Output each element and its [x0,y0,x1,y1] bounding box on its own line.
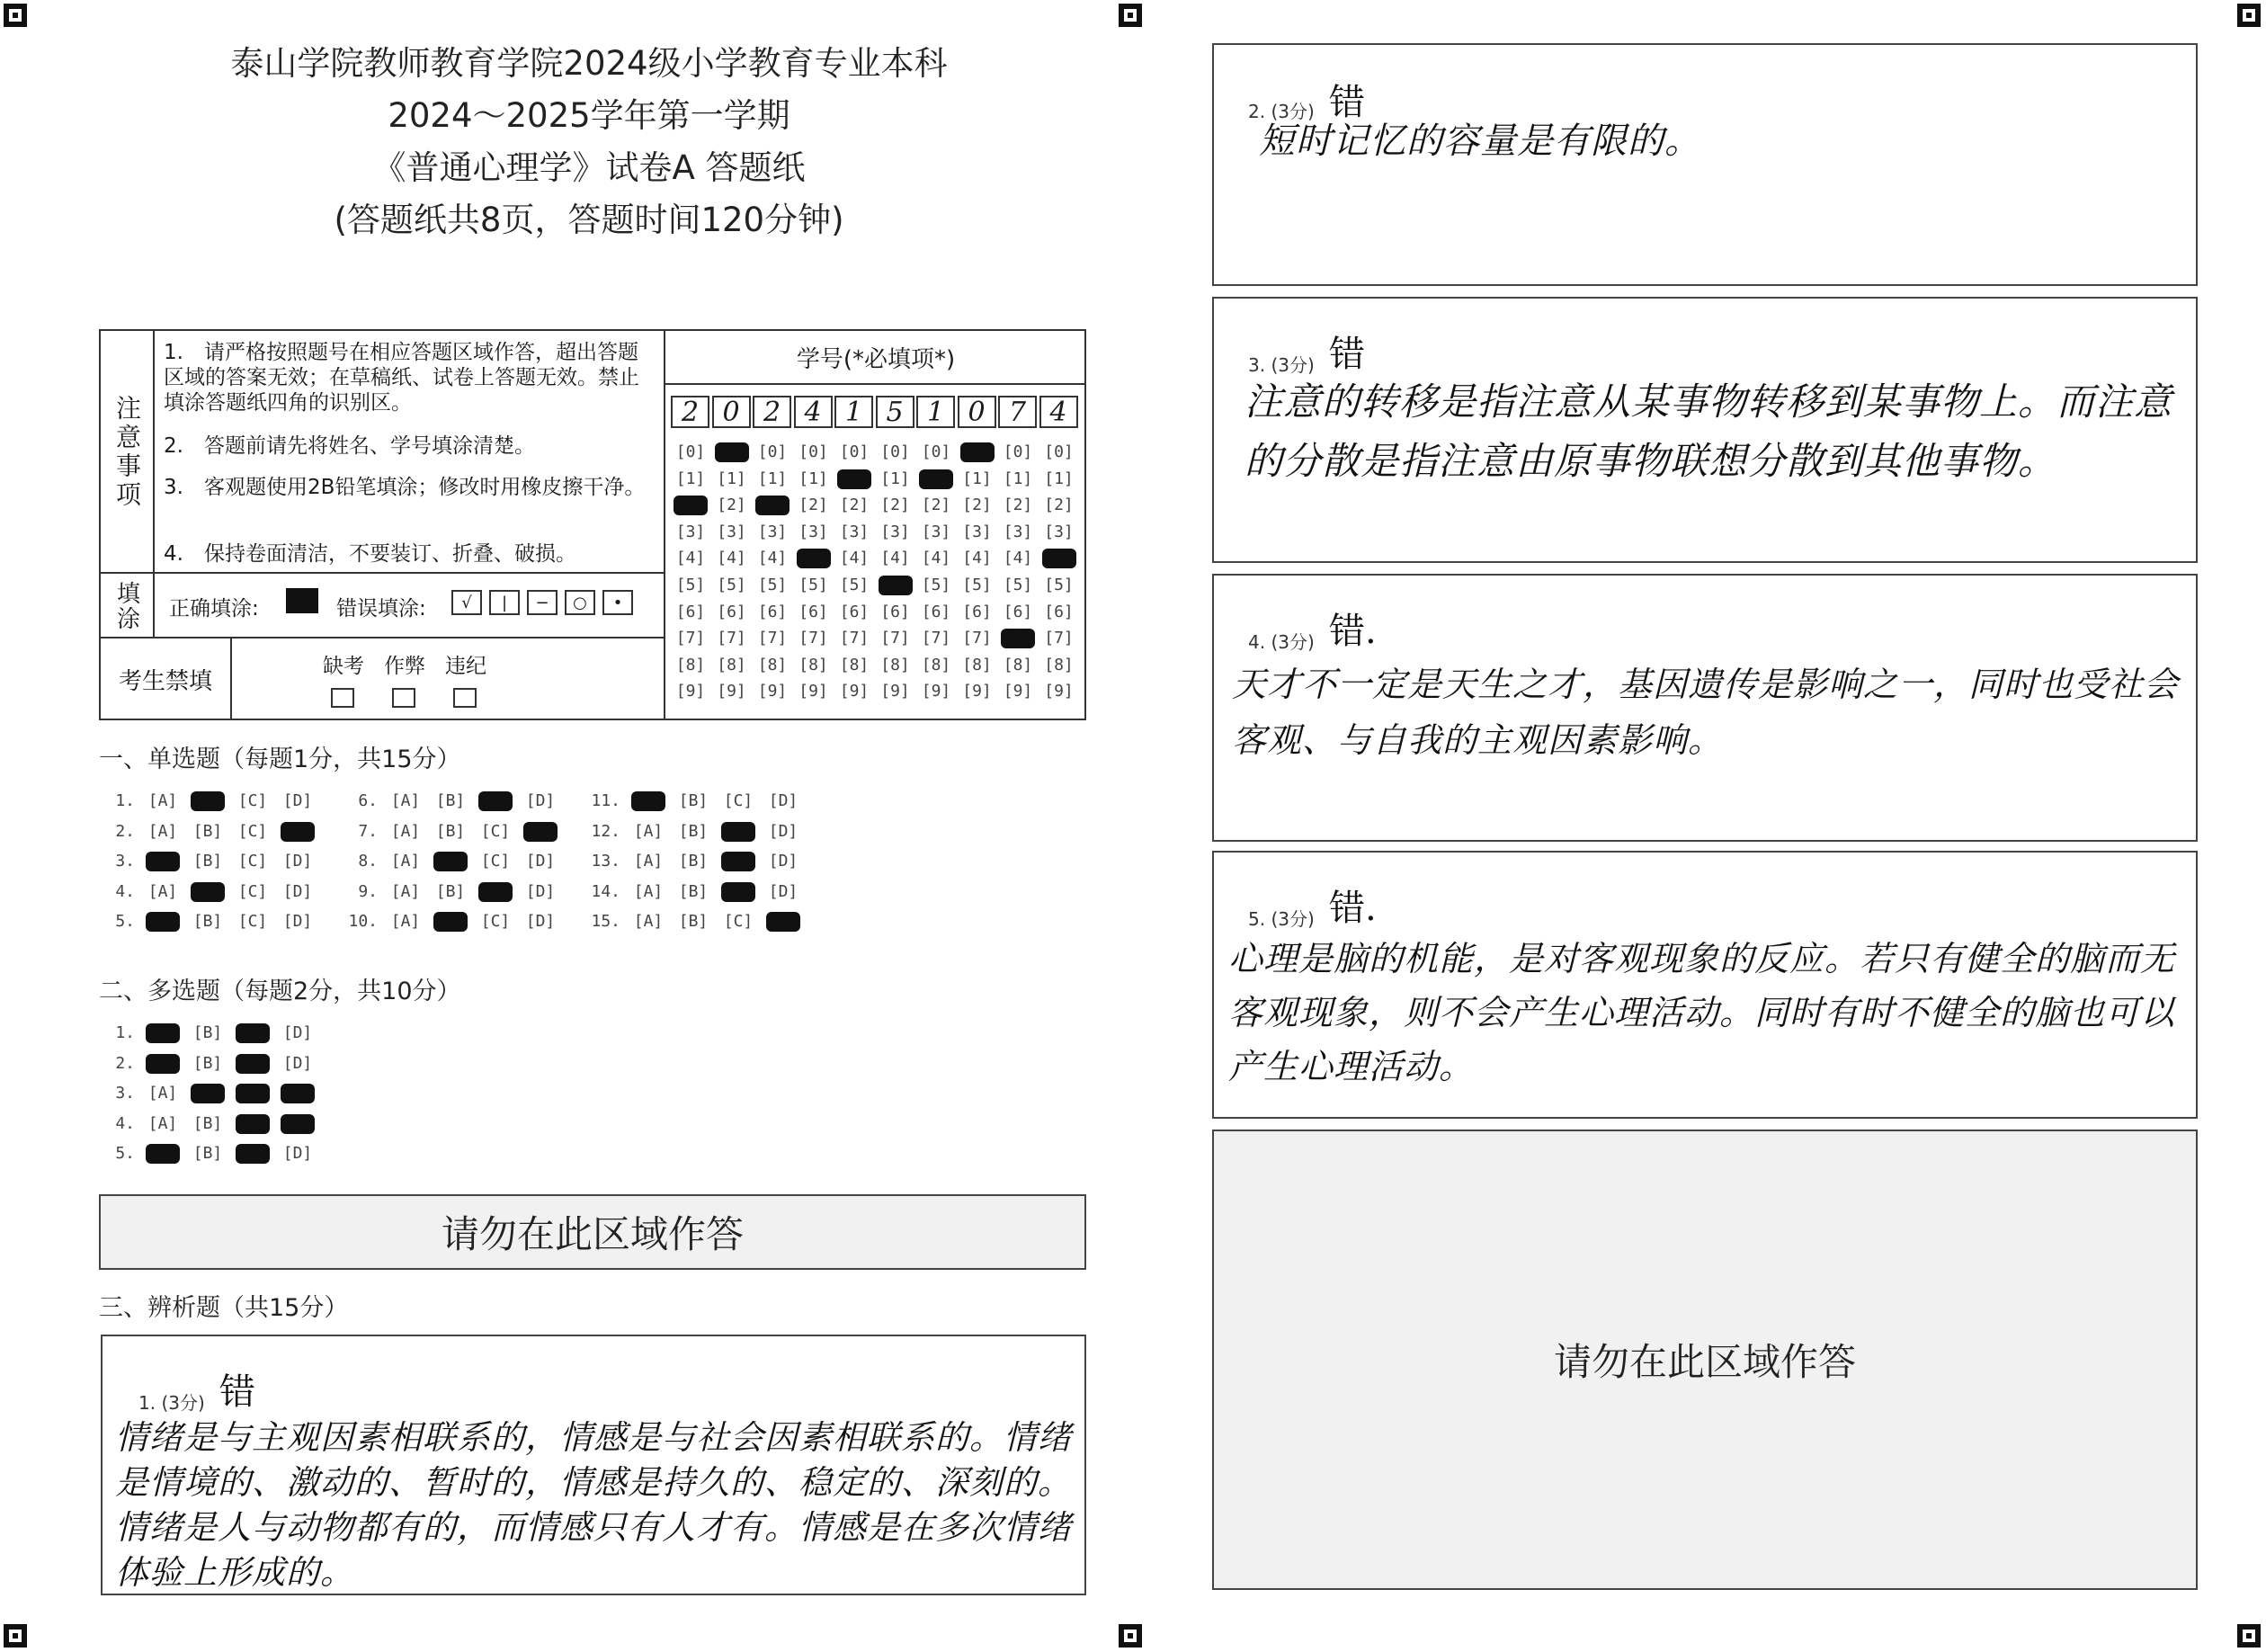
section-multi-choice-title: 二、多选题（每题2分，共10分） [99,978,461,1005]
student-id-bubble[interactable]: [4] [757,549,788,568]
question-number: 2. [115,1053,135,1073]
wrong-mark-dash: − [527,590,558,615]
option-bubble-d[interactable]: [D] [525,791,556,810]
note-item: 3. 客观题使用2B铅笔填涂；修改时用橡皮擦干净。 [164,476,646,499]
banned-checkbox-violation[interactable] [453,688,477,708]
option-bubble-a[interactable]: [A] [147,791,178,810]
question-number: 3. (3分) [1248,354,1315,376]
student-id-bubble[interactable]: [0] [1003,442,1033,461]
student-id-bubble[interactable]: [3] [1003,522,1033,541]
student-id-bubble[interactable]: [4] [1042,549,1076,568]
student-id-bubble[interactable]: [6] [839,602,870,621]
question-number: 3. [115,852,135,871]
option-bubble-b[interactable]: [B] [191,1084,225,1103]
student-id-bubble[interactable]: [6] [921,602,951,621]
single-choice-question [342,852,575,875]
question-number: 4. (3分) [1248,631,1315,653]
student-id-bubble[interactable]: [8] [675,655,706,674]
option-bubble-a[interactable]: [A] [633,881,664,901]
option-bubble-b[interactable]: [B] [192,1144,223,1163]
student-id-bubble[interactable]: [2] [1044,496,1074,515]
student-id-bubble[interactable]: [7] [880,629,910,648]
student-id-bubble[interactable]: [6] [962,602,992,621]
question-number: 5. [115,912,135,931]
student-id-bubble[interactable]: [5] [1003,576,1033,594]
header-line-4: (答题纸共8页，答题时间120分钟) [334,201,844,239]
judgement-mark: 错 [1329,82,1365,123]
student-id-bubble[interactable]: [7] [675,629,706,648]
banned-option-cheat: 作弊 [384,655,425,678]
student-id-digit: 0 [712,396,751,428]
student-id-digit: 1 [834,396,873,428]
option-bubble-a[interactable]: [A] [146,912,180,932]
student-id-bubble[interactable]: [2] [880,496,910,515]
wrong-mark-bar: | [489,590,520,615]
option-bubble-b[interactable]: [B] [678,852,709,871]
student-id-bubble[interactable]: [8] [921,655,951,674]
student-id-digit: 2 [753,396,791,428]
option-bubble-a[interactable]: [A] [390,912,421,931]
student-id-bubble[interactable]: [4] [962,549,992,568]
option-bubble-d[interactable]: [D] [768,852,798,871]
option-bubble-b[interactable]: [B] [192,852,223,871]
option-bubble-a[interactable]: [A] [390,852,421,871]
student-id-bubble[interactable]: [4] [675,549,706,568]
student-id-bubble[interactable]: [4] [921,549,951,568]
option-bubble-d[interactable]: [D] [768,881,798,901]
option-bubble-b[interactable]: [B] [192,821,223,841]
answer-box-3[interactable] [1212,297,2198,563]
student-id-bubble[interactable]: [4] [839,549,870,568]
header-line-3: 《普通心理学》试卷A 答题纸 [372,148,806,187]
option-bubble-d[interactable]: [D] [768,821,798,841]
student-id-bubble[interactable]: [9] [880,682,910,701]
single-choice-question [342,882,575,906]
single-choice-question [584,791,818,815]
option-bubble-b[interactable]: [B] [433,912,468,932]
option-bubble-d[interactable]: [D] [768,791,798,810]
student-id-bubble[interactable]: [0] [839,442,870,461]
multi-choice-question [99,1054,333,1077]
option-bubble-b[interactable]: [B] [435,791,466,810]
question-number: 3. [115,1084,135,1103]
student-id-bubble[interactable]: [8] [962,655,992,674]
question-number: 6. [358,791,378,810]
student-id-bubble[interactable]: [9] [675,682,706,701]
student-id-bubble[interactable]: [6] [757,602,788,621]
option-bubble-b[interactable]: [B] [191,882,225,902]
student-id-bubble[interactable]: [1] [919,469,953,489]
student-id-bubble[interactable]: [4] [717,549,746,568]
option-bubble-a[interactable]: [A] [146,1144,180,1164]
header-line-2: 2024～2025学年第一学期 [388,96,790,135]
answer-sheet-left-page [0,0,1124,1652]
single-choice-question [342,912,575,935]
student-id-bubble[interactable]: [2] [839,496,870,515]
correct-fill-sample [286,588,318,613]
option-bubble-b[interactable]: [B] [435,881,466,901]
student-id-bubble[interactable]: [8] [757,655,788,674]
question-number: 7. [358,821,378,841]
handwritten-answer: 天才不一定是天生之才，基因遗传是影响之一，同时也受社会客观、与自我的主观因素影响。 [1232,665,2180,760]
banned-checkbox-absent[interactable] [331,688,354,708]
option-bubble-c[interactable]: [C] [236,1144,270,1164]
student-id-bubble[interactable]: [6] [1003,602,1033,621]
student-id-bubble[interactable]: [0] [1044,442,1074,461]
student-id-bubble[interactable]: [8] [717,655,746,674]
student-id-bubble[interactable]: [3] [798,522,828,541]
question-number: 11. [591,791,620,810]
option-bubble-c[interactable]: [C] [236,1114,270,1134]
student-id-digit: 0 [958,396,996,428]
notes-label: 注意事项 [101,331,155,574]
judgement-mark: 错 [1329,334,1365,375]
info-table [99,329,1086,720]
student-id-bubble[interactable]: [9] [1044,682,1074,701]
student-id-bubble[interactable]: [5] [1044,576,1074,594]
option-bubble-a[interactable]: [A] [390,881,421,901]
student-id-bubble[interactable]: [0] [960,442,995,462]
student-id-bubble[interactable]: [1] [757,469,788,488]
multi-choice-question [99,1114,333,1138]
header-line-1: 泰山学院教师教育学院2024级小学教育专业本科 [230,44,948,83]
answer-box-4[interactable] [1212,574,2198,842]
single-choice-question [342,791,575,815]
option-bubble-b[interactable]: [B] [678,881,709,901]
student-id-digit: 5 [876,396,914,428]
student-id-bubble[interactable]: [9] [798,682,828,701]
notes-panel [101,331,665,574]
handwritten-answer: 心理是脑的机能，是对客观现象的反应。若只有健全的脑而无客观现象，则不会产生心理活动。同时有时不健全的脑也可以产生心理活动。 [1228,939,2176,1086]
student-id-bubble[interactable]: [8] [839,655,870,674]
no-answer-zone: 请勿在此区域作答 [99,1194,1086,1270]
single-choice-question [584,822,818,845]
student-id-bubble[interactable]: [1] [837,469,871,489]
question-number: 9. [358,881,378,901]
student-id-bubble[interactable]: [7] [717,629,746,648]
student-id-bubble[interactable]: [9] [1003,682,1033,701]
option-bubble-d[interactable]: [D] [281,1084,315,1103]
option-bubble-c[interactable]: [C] [721,852,755,871]
judgement-mark: 错. [1329,611,1377,652]
question-number: 2. [115,821,135,841]
student-id-bubble[interactable]: [0] [880,442,910,461]
question-number: 1. (3分) [138,1392,205,1414]
option-bubble-c[interactable]: [C] [237,852,268,871]
student-id-bubble[interactable]: [5] [839,576,870,594]
student-id-bubble[interactable]: [9] [717,682,746,701]
student-id-bubble[interactable]: [8] [1044,655,1074,674]
student-id-bubble[interactable]: [2] [674,496,708,515]
option-bubble-c[interactable]: [C] [237,881,268,901]
student-id-bubble[interactable]: [1] [880,469,910,488]
single-choice-question [584,882,818,906]
option-bubble-d[interactable]: [D] [281,1114,315,1134]
student-id-bubble[interactable]: [9] [962,682,992,701]
student-id-bubble[interactable]: [7] [962,629,992,648]
student-id-bubble[interactable]: [4] [880,549,910,568]
option-bubble-b[interactable]: [B] [433,852,468,871]
student-id-bubble[interactable]: [3] [839,522,870,541]
option-bubble-a[interactable]: [A] [633,912,664,931]
student-id-bubble[interactable]: [2] [962,496,992,515]
option-bubble-d[interactable]: [D] [282,881,313,901]
student-id-bubble[interactable]: [5] [962,576,992,594]
student-id-digit: 7 [998,396,1037,428]
option-bubble-c[interactable]: [C] [480,821,511,841]
option-bubble-a[interactable]: [A] [390,791,421,810]
option-bubble-c[interactable]: [C] [721,882,755,902]
option-bubble-d[interactable]: [D] [281,822,315,842]
student-id-bubble[interactable]: [2] [755,496,790,515]
student-id-bubble[interactable]: [6] [1044,602,1074,621]
correct-fill-label: 正确填涂: [169,597,259,621]
multi-choice-question [99,1023,333,1047]
option-bubble-b[interactable]: [B] [192,912,223,931]
wrong-fill-label: 错误填涂: [336,597,426,621]
option-bubble-a[interactable]: [A] [633,821,664,841]
student-id-bubble[interactable]: [3] [962,522,992,541]
student-id-bubble[interactable]: [7] [757,629,788,648]
single-choice-question [342,822,575,845]
question-number: 10. [348,912,378,931]
option-bubble-a[interactable]: [A] [631,791,665,811]
single-choice-question [99,791,333,815]
option-bubble-a[interactable]: [A] [147,1113,178,1133]
banned-label: 考生禁填 [101,638,232,720]
single-choice-question [99,912,333,935]
student-id-bubble[interactable]: [4] [797,549,831,568]
student-id-bubble[interactable]: [6] [717,602,746,621]
handwritten-answer: 短时记忆的容量是有限的。 [1259,121,1701,162]
option-bubble-c[interactable]: [C] [236,1054,270,1074]
student-id-bubble[interactable]: [5] [798,576,828,594]
single-choice-question [99,822,333,845]
option-bubble-a[interactable]: [A] [147,821,178,841]
question-number: 5. (3分) [1248,908,1315,930]
multi-choice-question [99,1084,333,1107]
student-id-bubble[interactable]: [2] [921,496,951,515]
question-number: 4. [115,881,135,901]
question-number: 1. [115,1023,135,1042]
option-bubble-b[interactable]: [B] [192,1053,223,1073]
wrong-mark-dot: • [602,590,633,615]
student-id-bubble[interactable]: [3] [880,522,910,541]
option-bubble-a[interactable]: [A] [147,881,178,901]
option-bubble-b[interactable]: [B] [678,912,709,931]
note-item: 2. 答题前请先将姓名、学号填涂清楚。 [164,434,535,458]
student-id-bubble[interactable]: [4] [1003,549,1033,568]
student-id-bubble[interactable]: [8] [798,655,828,674]
option-bubble-d[interactable]: [D] [282,852,313,871]
option-bubble-d[interactable]: [D] [282,912,313,931]
fill-example-panel [101,574,665,638]
question-number: 1. [115,791,135,810]
option-bubble-d[interactable]: [D] [282,791,313,810]
wrong-mark-check: √ [451,590,482,615]
student-id-digit: 4 [794,396,833,428]
single-choice-question [584,852,818,875]
question-number: 4. [115,1113,135,1133]
answer-sheet-right-page [1169,0,2266,1652]
single-choice-question [99,882,333,906]
option-bubble-b[interactable]: [B] [192,1023,223,1042]
option-bubble-b[interactable]: [B] [678,791,709,810]
student-id-bubble[interactable]: [6] [880,602,910,621]
option-bubble-d[interactable]: [D] [282,1053,313,1073]
option-bubble-d[interactable]: [D] [282,1144,313,1163]
student-id-bubble[interactable]: [2] [717,496,746,515]
question-number: 13. [591,852,620,871]
judgement-mark: 错 [219,1371,255,1413]
question-number: 14. [591,881,620,901]
section-analysis-title: 三、辨析题（共15分） [99,1294,349,1322]
student-id-bubble[interactable]: [7] [1044,629,1074,648]
student-id-bubble[interactable]: [0] [921,442,951,461]
option-bubble-c[interactable]: [C] [480,852,511,871]
note-item: 1. 请严格按照题号在相应答题区域作答，超出答题区域的答案无效；在草稿纸、试卷上答题无效。禁止填涂答题纸四角的识别区。 [164,341,639,415]
option-bubble-c[interactable]: [C] [721,822,755,842]
option-bubble-a[interactable]: [A] [633,852,664,871]
option-bubble-c[interactable]: [C] [723,912,754,931]
option-bubble-c[interactable]: [C] [237,791,268,810]
student-id-bubble[interactable]: [5] [675,576,706,594]
option-bubble-c[interactable]: [C] [723,791,754,810]
note-item: 4. 保持卷面清洁，不要装订、折叠、破损。 [164,542,576,566]
student-id-bubble[interactable]: [5] [757,576,788,594]
option-bubble-c[interactable]: [C] [478,791,513,811]
option-bubble-a[interactable]: [A] [390,821,421,841]
handwritten-answer: 情绪是与主观因素相联系的，情感是与社会因素相联系的。情绪是情境的、激动的、暂时的，情感是持久的、稳定的、深刻的。情绪是人与动物都有的，而情感只有人才有。情感是在多次情绪体验上形成的。 [115,1418,1072,1592]
question-number: 12. [591,821,620,841]
student-id-bubble[interactable]: [1] [1003,469,1033,488]
student-id-bubble[interactable]: [5] [879,576,913,595]
student-id-bubble[interactable]: [5] [717,576,746,594]
student-id-bubble[interactable]: [1] [962,469,992,488]
student-id-bubble[interactable]: [8] [1003,655,1033,674]
option-bubble-d[interactable]: [D] [525,912,556,931]
multi-choice-question [99,1144,333,1167]
option-bubble-c[interactable]: [C] [480,912,511,931]
handwritten-answer: 注意的转移是指注意从某事物转移到某事物上。而注意的分散是指注意由原事物联想分散到其他事物。 [1245,380,2173,483]
student-id-digit: 1 [916,396,955,428]
student-id-bubble[interactable]: [0] [798,442,828,461]
option-bubble-a[interactable]: [A] [147,1084,178,1103]
option-bubble-d[interactable]: [D] [525,881,556,901]
student-id-label: 学号(*必填项*) [665,331,1086,385]
student-id-bubble[interactable]: [1] [1044,469,1074,488]
single-choice-question [99,852,333,875]
option-bubble-d[interactable]: [D] [282,1023,313,1042]
student-id-bubble[interactable]: [3] [675,522,706,541]
wrong-mark-circle: ○ [565,590,595,615]
option-bubble-c[interactable]: [C] [236,1084,270,1103]
question-number: 2. (3分) [1248,101,1315,122]
no-answer-zone-right: 请勿在此区域作答 [1212,1130,2198,1590]
student-id-bubble[interactable]: [8] [880,655,910,674]
option-bubble-b[interactable]: [B] [678,821,709,841]
answer-box-5[interactable] [1212,851,2198,1119]
option-bubble-a[interactable]: [A] [146,852,180,871]
student-id-bubble[interactable]: [6] [675,602,706,621]
option-bubble-d[interactable]: [D] [523,822,558,842]
answer-box-1[interactable] [101,1335,1086,1595]
student-id-bubble[interactable]: [1] [798,469,828,488]
judgement-mark: 错. [1329,888,1377,929]
student-id-bubble[interactable]: [5] [921,576,951,594]
student-id-bubble[interactable]: [2] [1003,496,1033,515]
student-id-bubble[interactable]: [3] [921,522,951,541]
student-id-bubble[interactable]: [3] [717,522,746,541]
single-choice-question [584,912,818,935]
option-bubble-b[interactable]: [B] [192,1113,223,1133]
option-bubble-a[interactable]: [A] [146,1054,180,1074]
student-id-bubble[interactable]: [2] [798,496,828,515]
student-id-bubble[interactable]: [3] [1044,522,1074,541]
student-id-bubble[interactable]: [7] [798,629,828,648]
answer-box-2[interactable] [1212,43,2198,286]
option-bubble-c[interactable]: [C] [237,821,268,841]
option-bubble-d[interactable]: [D] [525,852,556,871]
option-bubble-b[interactable]: [B] [191,791,225,811]
banned-option-violation: 违纪 [445,655,486,678]
option-bubble-c[interactable]: [C] [237,912,268,931]
student-id-digit: 4 [1039,396,1078,428]
section-single-choice-title: 一、单选题（每题1分，共15分） [99,746,461,773]
student-id-panel [665,331,1088,720]
banned-fill-panel [101,638,665,720]
student-id-bubble[interactable]: [9] [839,682,870,701]
banned-option-absent: 缺考 [323,655,364,678]
student-id-bubble[interactable]: [1] [675,469,706,488]
student-id-bubble[interactable]: [3] [757,522,788,541]
student-id-bubble[interactable]: [0] [757,442,788,461]
option-bubble-c[interactable]: [C] [236,1023,270,1043]
option-bubble-b[interactable]: [B] [435,821,466,841]
banned-checkbox-cheat[interactable] [392,688,415,708]
option-bubble-d[interactable]: [D] [766,912,800,932]
student-id-bubble[interactable]: [0] [715,442,749,462]
question-number: 15. [591,912,620,931]
student-id-bubble[interactable]: [6] [798,602,828,621]
student-id-bubble[interactable]: [7] [921,629,951,648]
student-id-bubble[interactable]: [9] [757,682,788,701]
student-id-digit: 2 [671,396,709,428]
student-id-bubble[interactable]: [0] [675,442,706,461]
student-id-bubble[interactable]: [1] [717,469,746,488]
option-bubble-a[interactable]: [A] [146,1023,180,1043]
student-id-bubble[interactable]: [9] [921,682,951,701]
student-id-bubble[interactable]: [7] [839,629,870,648]
student-id-bubble[interactable]: [7] [1001,629,1035,648]
question-number: 5. [115,1144,135,1163]
option-bubble-c[interactable]: [C] [478,882,513,902]
question-number: 8. [358,852,378,871]
fill-label: 填涂 [101,574,155,638]
